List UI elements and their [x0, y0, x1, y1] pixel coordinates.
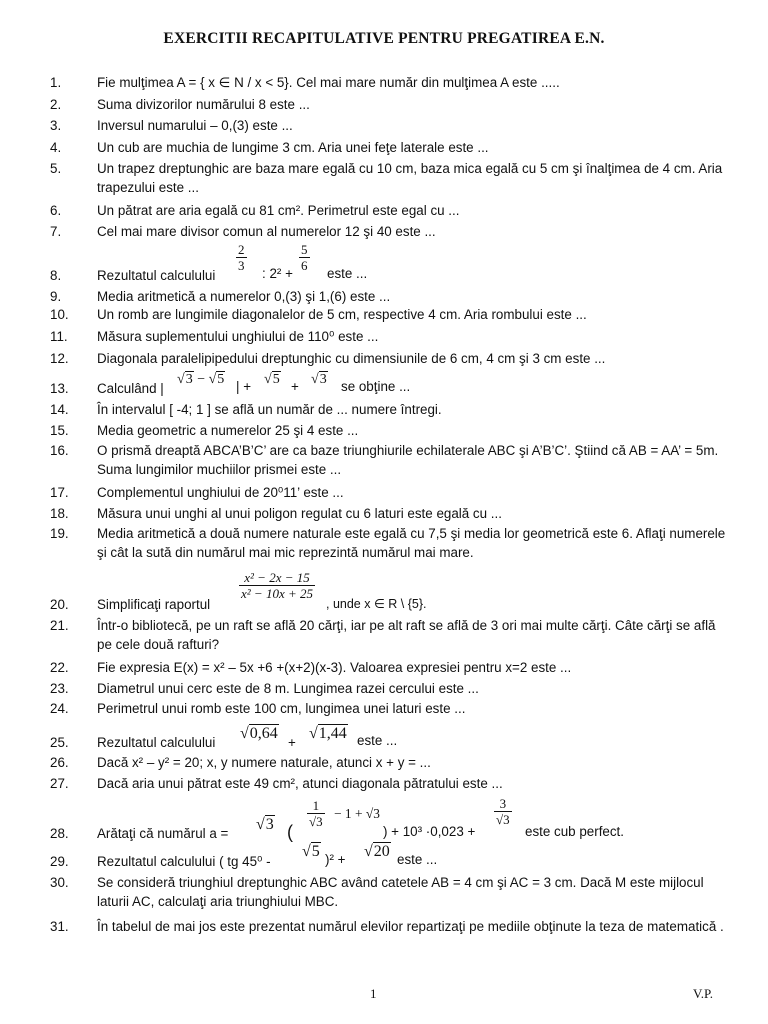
exercise-13-plus: +: [291, 379, 299, 394]
exercise-number: 17.: [50, 485, 69, 500]
exercise-number: 20.: [50, 597, 69, 612]
exercise-29-square: )² +: [325, 852, 346, 867]
exercise-number: 12.: [50, 351, 69, 366]
exercise-text: Arătaţi că numărul a =: [97, 826, 229, 841]
page-number: 1: [370, 986, 377, 1001]
exercise-text: Un pătrat are aria egală cu 81 cm². Perimetrul este egal cu ...: [97, 203, 460, 218]
exercise-text: Într-o bibliotecă, pe un raft se află 20 cărţi, iar pe alt raft se află de 3 ori mai multe cărţi. Câte cărţi se află pe cele două rafturi?: [97, 618, 716, 652]
exercise-28-tail: este cub perfect.: [525, 824, 624, 839]
exercise-number: 19.: [50, 526, 69, 541]
exercise-text: În tabelul de mai jos este prezentat numărul elevilor repartizaţi pe mediile obţinute la teza de matematică .: [97, 919, 724, 934]
exercise-number: 2.: [50, 97, 62, 112]
exercise-number: 30.: [50, 875, 69, 890]
exercise-8-operator: : 2² +: [262, 266, 293, 281]
exercise-20-domain: , unde x ∈ R \ {5}.: [326, 597, 427, 611]
exercise-number: 29.: [50, 854, 69, 869]
exercise-number: 15.: [50, 423, 69, 438]
exercise-25-tail: este ...: [357, 733, 398, 748]
exercise-text: Un romb are lungimile diagonalelor de 5 cm, respective 4 cm. Aria rombului este ...: [97, 307, 587, 322]
exercise-text: Suma divizorilor numărului 8 este ...: [97, 97, 310, 112]
exercise-8-tail: este ...: [327, 266, 368, 281]
exercise-number: 14.: [50, 402, 69, 417]
exercise-25-plus: +: [288, 735, 296, 750]
exercise-number: 18.: [50, 506, 69, 521]
exercise-number: 31.: [50, 919, 69, 934]
exercise-number: 5.: [50, 161, 62, 176]
exercise-text: Se consideră triunghiul dreptunghic ABC având catetele AB = 4 cm şi AC = 3 cm. Dacă M este mijlocul laturii AC, calculaţi aria triunghiului MBC.: [97, 875, 704, 909]
exercise-text: Simplificaţi raportul: [97, 597, 211, 612]
exercise-number: 22.: [50, 660, 69, 675]
sqrt-3-minus-sqrt-5: √3 − √5: [177, 372, 225, 387]
exercise-number: 26.: [50, 755, 69, 770]
sqrt-3: √3: [311, 372, 327, 387]
sqrt-5: √5: [264, 372, 280, 387]
fraction-3-over-sqrt3: $\frac{3}{√3}$: [496, 796, 510, 827]
exercise-28-middle: ) + 10³ ·0,023 +: [383, 824, 476, 839]
exercise-29-tail: este ...: [397, 852, 438, 867]
exercise-text: O prismă dreaptă ABCA’B’C’ are ca baze triunghiurile echilaterale ABC şi A’B’C’. Ştiind că AB = AA’ = 5m. Suma lungimilor muchiilor prismei este ...: [97, 443, 719, 477]
exercise-number: 3.: [50, 118, 62, 133]
exercise-text: Perimetrul unui romb este 100 cm, lungimea unei laturi este ...: [97, 701, 466, 716]
exercise-number: 10.: [50, 307, 69, 322]
exercise-text: Dacă x² – y² = 20; x, y numere naturale, atunci x + y = ...: [97, 755, 431, 770]
rational-fraction: $\frac{\text{x² − 2x − 15}}{\text{x² − 10x + 25}}$: [241, 570, 313, 601]
exercise-number: 23.: [50, 681, 69, 696]
exercise-number: 8.: [50, 268, 62, 283]
exercise-number: 4.: [50, 140, 62, 155]
exercise-text: Cel mai mare divisor comun al numerelor 12 şi 40 este ...: [97, 224, 436, 239]
exercise-13-abs-close: | +: [236, 379, 252, 394]
exercise-text: Complementul unghiului de 20⁰11’ este ...: [97, 485, 344, 500]
exercise-text: Media aritmetică a două numere naturale este egală cu 7,5 şi media lor geometrică este 6. Aflaţi numerele şi cât la sută din numărul mai mic reprezintă numărul mai mare.: [97, 526, 726, 560]
exercise-text: În intervalul [ -4; 1 ] se află un număr de ... numere întregi.: [97, 402, 442, 417]
exercise-text: Calculând |: [97, 381, 164, 396]
sqrt-3: √3: [256, 816, 274, 833]
exercise-number: 11.: [50, 329, 68, 344]
fraction-5-6: $\frac{5}{6}$: [301, 242, 308, 273]
exercise-number: 24.: [50, 701, 69, 716]
exercise-text: Rezultatul calculului ( tg 45⁰ -: [97, 854, 271, 869]
exercise-text: Dacă aria unui pătrat este 49 cm², atunci diagonala pătratului este ...: [97, 776, 503, 791]
exercise-number: 16.: [50, 443, 69, 458]
sqrt-20: √20: [364, 843, 390, 860]
exercise-text: Diagonala paralelipipedului dreptunghic cu dimensiunile de 6 cm, 4 cm şi 3 cm este ...: [97, 351, 606, 366]
exercise-number: 27.: [50, 776, 69, 791]
exercise-number: 6.: [50, 203, 62, 218]
document-title: EXERCITII RECAPITULATIVE PENTRU PREGATIREA E.N.: [163, 30, 605, 47]
exercise-text: Un trapez dreptunghic are baza mare egală cu 10 cm, baza mica egală cu 5 cm şi înalţimea de 4 cm. Aria trapezului este ...: [97, 161, 723, 195]
exercise-text: Inversul numarului – 0,(3) este ...: [97, 118, 293, 133]
minus-one-plus-sqrt3: − 1 + √3: [334, 806, 380, 821]
exercise-number: 1.: [50, 75, 62, 90]
exercise-text: Fie mulţimea A = { x ∈ N / x < 5}. Cel mai mare număr din mulţimea A este .....: [97, 75, 560, 90]
exercise-number: 13.: [50, 381, 69, 396]
fraction-1-over-sqrt3: $\frac{1}{√3}$: [309, 798, 323, 829]
exercise-text: Măsura suplementului unghiului de 110⁰ este ...: [97, 329, 379, 344]
exercise-text: Fie expresia E(x) = x² – 5x +6 +(x+2)(x-3). Valoarea expresiei pentru x=2 este ...: [97, 660, 572, 675]
open-paren: (: [287, 822, 293, 842]
exercise-number: 7.: [50, 224, 62, 239]
exercise-number: 9.: [50, 289, 62, 304]
sqrt-0-64: √0,64: [240, 725, 278, 742]
exercise-number: 21.: [50, 618, 69, 633]
exercise-text: Media aritmetică a numerelor 0,(3) şi 1,(6) este ...: [97, 289, 391, 304]
exercise-text: Rezultatul calculului: [97, 735, 216, 750]
continued-marker: V.P.: [693, 986, 714, 1001]
exercise-text: Un cub are muchia de lungime 3 cm. Aria unei feţe laterale este ...: [97, 140, 489, 155]
exercise-text: Măsura unui unghi al unui poligon regulat cu 6 laturi este egală cu ...: [97, 506, 502, 521]
exercise-13-tail: se obţine ...: [341, 379, 411, 394]
sqrt-1-44: √1,44: [309, 725, 347, 742]
exercise-number: 28.: [50, 826, 69, 841]
exercise-text: Rezultatul calculului: [97, 268, 216, 283]
exercise-text: Diametrul unui cerc este de 8 m. Lungimea razei cercului este ...: [97, 681, 479, 696]
sqrt-5: √5: [302, 843, 320, 860]
fraction-2-3: $\frac{2}{3}$: [238, 242, 245, 273]
exercise-text: Media geometric a numerelor 25 şi 4 este ...: [97, 423, 359, 438]
exercise-number: 25.: [50, 735, 69, 750]
